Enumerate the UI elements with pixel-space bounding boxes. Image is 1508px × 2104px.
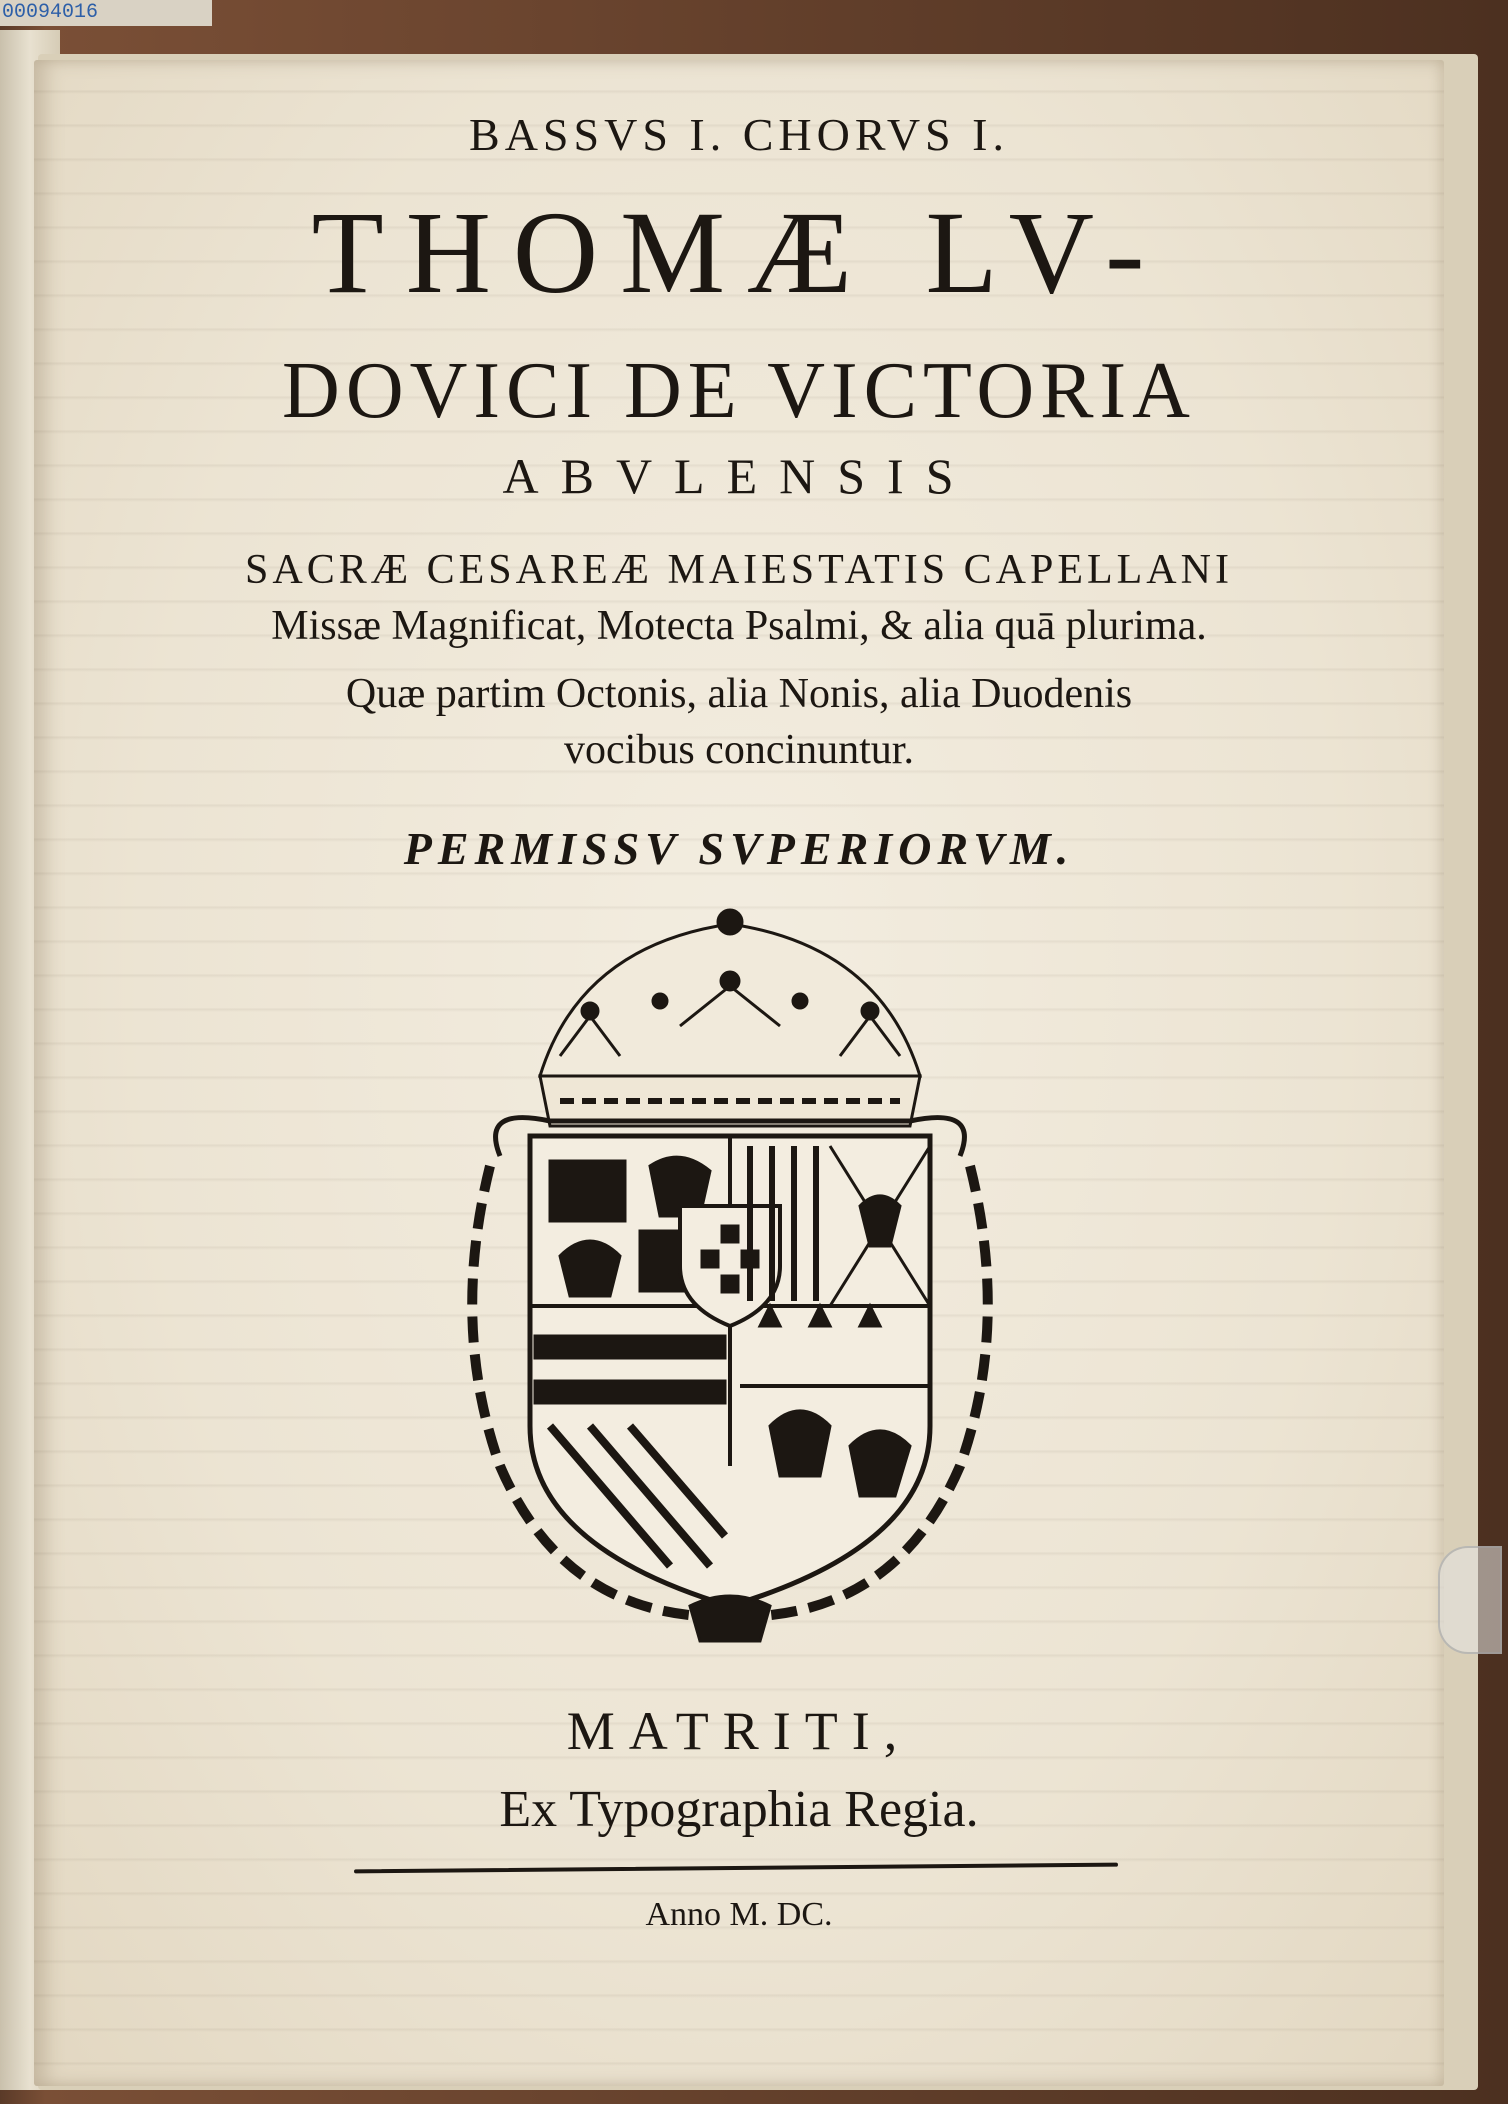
works-line2: Quæ partim Octonis, alia Nonis, alia Duodenis: [345, 671, 1133, 717]
imprint-printer: Ex Typographia Regia.: [499, 1781, 979, 1838]
author-name-line2: DOVICI DE VICTORIA: [282, 347, 1196, 435]
imprint-place: MATRITI,: [566, 1701, 912, 1761]
imprint-year: Anno M. DC.: [645, 1896, 833, 1933]
author-name-line1: THOMÆ LV-: [311, 187, 1167, 318]
crown-icon: [540, 924, 920, 1076]
permission-line: PERMISSV SVPERIORVM.: [403, 823, 1075, 874]
author-origin: ABVLENSIS: [502, 448, 976, 504]
works-line3: vocibus concinuntur.: [564, 727, 914, 773]
part-heading: BASSVS I. CHORVS I.: [469, 109, 1009, 160]
scan-id-label: 00094016: [0, 0, 212, 26]
fleece-pendant-icon: [690, 1596, 770, 1641]
works-line1: Missæ Magnificat, Motecta Psalmi, & alia quā plurima.: [271, 603, 1207, 649]
page-clip: [1438, 1546, 1502, 1654]
coat-of-arms-emblem: [440, 906, 1020, 1646]
author-title: SACRÆ CESAREÆ MAIESTATIS CAPELLANI: [245, 547, 1233, 593]
